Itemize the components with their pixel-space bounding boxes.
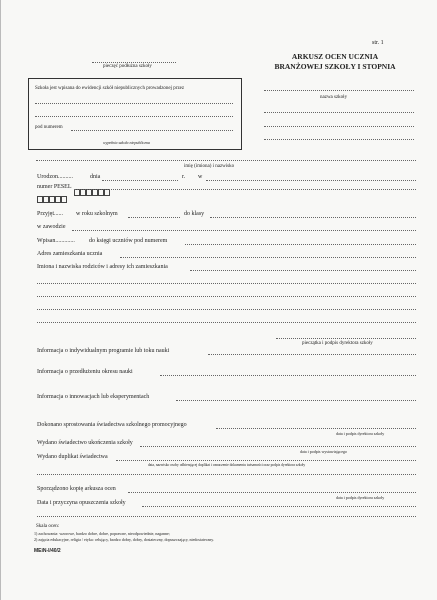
born-label: Urodzon.......... xyxy=(37,174,73,180)
register-book-label: do księgi uczniów pod numerem xyxy=(89,238,168,244)
parents-line-1 xyxy=(190,270,416,271)
school-name-line-2 xyxy=(264,112,414,113)
corrections-date-sig-label: data i podpis dyrektora szkoły xyxy=(336,431,385,436)
pesel-cell xyxy=(104,189,110,196)
name-line xyxy=(36,160,416,161)
school-name-line-4 xyxy=(264,139,414,140)
scale-title: Skala ocen: xyxy=(36,524,60,529)
extension-line xyxy=(160,375,416,376)
birth-day-label: dnia xyxy=(90,174,101,180)
parents-line-2 xyxy=(37,283,416,284)
seal-sig-label: pieczątka i podpis dyrektora szkoły xyxy=(302,341,373,346)
corrections-line xyxy=(216,428,416,429)
class-line xyxy=(210,217,416,218)
page-number: str. 1 xyxy=(372,40,384,46)
scale-behavior: 1) zachowania: wzorowe, bardzo dobre, dobre, poprawne, nieodpowiednie, naganne; xyxy=(34,531,170,536)
parents-label: Imiona i nazwiska rodziców i adresy ich zamieszkania xyxy=(37,264,168,270)
leaving-line xyxy=(142,506,416,507)
name-label: imię (imiona) i nazwisko xyxy=(184,164,235,169)
register-entered-label: Wpisan............. xyxy=(37,238,75,244)
school-year-line xyxy=(128,217,180,218)
register-box xyxy=(28,78,242,150)
admitted-label: Przyjęt...... xyxy=(37,211,63,217)
school-stamp-label: pieczęć podłużna szkoły xyxy=(103,64,152,69)
address-line xyxy=(120,257,416,258)
class-label: do klasy xyxy=(184,211,205,217)
duplicate-note: data, nazwisko osoby odbierającej duplikat i oznaczenie dokumentu tożsamości oraz podpis dyrektora szkoły xyxy=(148,463,306,467)
certificate-issuer-label: data i podpis wystawiającego xyxy=(300,449,347,454)
individual-program-label: Informacja o indywidualnym programie lub toku nauki xyxy=(37,348,170,354)
certificate-line xyxy=(140,446,416,447)
school-name-line-3 xyxy=(264,126,414,127)
innovation-line xyxy=(176,400,416,401)
pesel-label: numer PESEL xyxy=(37,184,72,190)
duplicate-line xyxy=(116,460,416,461)
seal-line xyxy=(276,338,416,339)
birth-place-label: w xyxy=(198,174,203,180)
innovation-label: Informacja o innowacjach lub eksperymentach xyxy=(37,394,150,400)
register-box-dots-2 xyxy=(35,116,233,117)
form-title-line1: ARKUSZ OCEN UCZNIA xyxy=(291,52,379,61)
individual-program-line xyxy=(208,354,416,355)
register-number-label: pod numerem xyxy=(35,125,63,130)
birth-year-label: r. xyxy=(182,174,186,180)
school-name-line xyxy=(264,90,414,91)
duplicate-line-2 xyxy=(37,474,416,475)
birth-place-line xyxy=(206,180,416,181)
school-stamp-line xyxy=(92,62,176,63)
form-title-line2: BRANŻOWEJ SZKOŁY I STOPNIA xyxy=(274,62,396,71)
scale-subjects: 2) zajęcia edukacyjne, religia / etyka: celujący, bardzo dobry, dobry, dostateczny, dopuszczający, niedostateczny. xyxy=(34,537,215,542)
birth-day-line xyxy=(102,180,178,181)
copy-date-sig-label: data i podpis dyrektora szkoły xyxy=(336,495,385,500)
corrections-label: Dokonano sprostowania świadectwa szkolnego promocyjnego xyxy=(37,422,187,428)
form-code: MEiN-I/40/2 xyxy=(34,548,61,554)
register-number-line xyxy=(71,130,233,131)
parents-line-3 xyxy=(37,296,416,297)
leaving-label: Data i przyczyna opuszczenia szkoły xyxy=(37,500,126,506)
register-box-dots-1 xyxy=(35,103,233,104)
duplicate-label: Wydano duplikat świadectwa xyxy=(37,454,108,460)
leaving-line-2 xyxy=(37,516,416,517)
address-label: Adres zamieszkania ucznia xyxy=(37,251,103,257)
copy-line xyxy=(128,492,416,493)
parents-line-5 xyxy=(37,322,416,323)
scan-edge xyxy=(0,0,1,600)
profession-line xyxy=(72,230,416,231)
register-box-line1: Szkoła jest wpisana do ewidencji szkół niepublicznych prowadzonej przez xyxy=(35,86,185,91)
copy-label: Sporządzono kopię arkusza ocen xyxy=(37,486,116,492)
register-book-line xyxy=(185,244,416,245)
register-issuer-label: wypełnia szkoła niepubliczna xyxy=(103,140,150,145)
school-name-label: nazwa szkoły xyxy=(320,95,348,100)
pesel-cell xyxy=(61,196,67,203)
parents-line-4 xyxy=(37,309,416,310)
profession-label: w zawodzie xyxy=(37,224,66,230)
certificate-label: Wydano świadectwo ukończenia szkoły xyxy=(37,440,133,446)
school-year-label: w roku szkolnym xyxy=(76,211,118,217)
pesel-underline xyxy=(74,189,416,190)
extension-label: Informacja o przedłużeniu okresu nauki xyxy=(37,369,133,375)
